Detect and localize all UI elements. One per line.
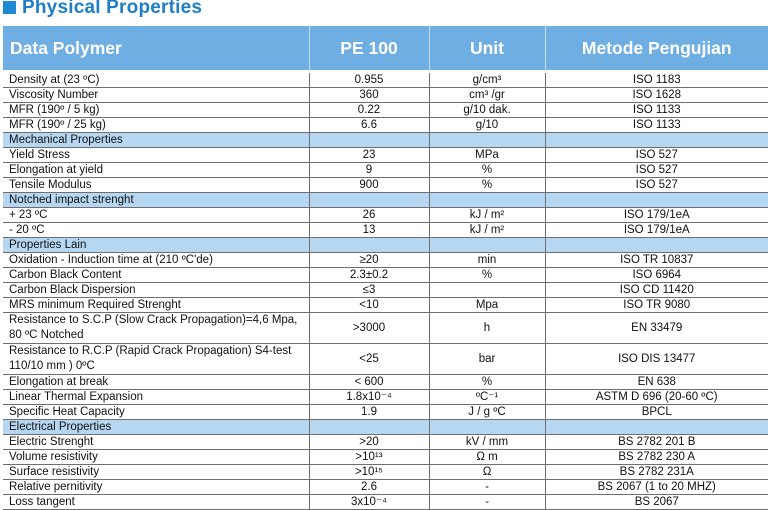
- method-cell: BS 2782 231A: [545, 465, 768, 480]
- value-cell: >3000: [309, 313, 429, 344]
- method-cell: [545, 238, 768, 253]
- unit-cell: Ω: [429, 465, 545, 480]
- value-cell: 0.955: [309, 73, 429, 88]
- section-row: [3, 238, 768, 253]
- method-cell: ISO 527: [545, 163, 768, 178]
- unit-cell: %: [429, 163, 545, 178]
- table-row: [3, 208, 768, 223]
- unit-cell: kJ / m²: [429, 208, 545, 223]
- property-cell: - 20 ºC: [3, 223, 309, 238]
- property-cell: Loss tangent: [3, 495, 309, 510]
- table-row: [3, 268, 768, 283]
- section-title-bar: [0, 0, 768, 20]
- unit-cell: [429, 283, 545, 298]
- property-cell: Volume resistivity: [3, 450, 309, 465]
- value-cell: 900: [309, 178, 429, 193]
- section-label: Properties Lain: [3, 238, 309, 253]
- value-cell: 9: [309, 163, 429, 178]
- property-cell: Relative pernitivity: [3, 480, 309, 495]
- table-row: [3, 495, 768, 510]
- table-row: [3, 375, 768, 390]
- property-cell: Surface resistivity: [3, 465, 309, 480]
- method-cell: [545, 193, 768, 208]
- property-cell: + 23 ºC: [3, 208, 309, 223]
- column-header-test-method: Metode Pengujian: [545, 26, 768, 70]
- value-cell: 1.9: [309, 405, 429, 420]
- section-label: Mechanical Properties: [3, 133, 309, 148]
- section-label: Electrical Properties: [3, 420, 309, 435]
- method-cell: ISO 1133: [545, 118, 768, 133]
- value-cell: 26: [309, 208, 429, 223]
- table-header-row: [3, 26, 768, 70]
- property-cell: Oxidation - Induction time at (210 ºC'de): [3, 253, 309, 268]
- property-cell: Elongation at break: [3, 375, 309, 390]
- unit-cell: bar: [429, 344, 545, 375]
- table-row: [3, 405, 768, 420]
- table-row: [3, 118, 768, 133]
- value-cell: ≥20: [309, 253, 429, 268]
- unit-cell: h: [429, 313, 545, 344]
- section-row: [3, 193, 768, 208]
- method-cell: BS 2067 (1 to 20 MHZ): [545, 480, 768, 495]
- property-cell: Carbon Black Content: [3, 268, 309, 283]
- table-row: [3, 253, 768, 268]
- unit-cell: MPa: [429, 148, 545, 163]
- value-cell: 23: [309, 148, 429, 163]
- method-cell: BPCL: [545, 405, 768, 420]
- unit-cell: [429, 133, 545, 148]
- value-cell: 6.6: [309, 118, 429, 133]
- property-cell: Linear Thermal Expansion: [3, 390, 309, 405]
- method-cell: EN 638: [545, 375, 768, 390]
- method-cell: [545, 420, 768, 435]
- table-row: [3, 88, 768, 103]
- value-cell: >20: [309, 435, 429, 450]
- value-cell: 13: [309, 223, 429, 238]
- unit-cell: %: [429, 178, 545, 193]
- unit-cell: kJ / m²: [429, 223, 545, 238]
- column-header-unit: Unit: [429, 26, 545, 70]
- property-cell: Density at (23 ºC): [3, 73, 309, 88]
- value-cell: 2.6: [309, 480, 429, 495]
- physical-properties-table: [3, 26, 768, 510]
- method-cell: BS 2067: [545, 495, 768, 510]
- unit-cell: [429, 238, 545, 253]
- table-row: [3, 148, 768, 163]
- property-cell: Electric Strenght: [3, 435, 309, 450]
- unit-cell: %: [429, 268, 545, 283]
- property-cell: MRS minimum Required Strenght: [3, 298, 309, 313]
- value-cell: >10¹³: [309, 450, 429, 465]
- title-square-icon: [3, 1, 16, 14]
- value-cell: ≤3: [309, 283, 429, 298]
- table-row: [3, 73, 768, 88]
- table-body: [3, 70, 768, 510]
- unit-cell: [429, 193, 545, 208]
- table-row: [3, 223, 768, 238]
- page-title: Physical Properties: [22, 0, 203, 18]
- table-row: [3, 103, 768, 118]
- value-cell: 0.22: [309, 103, 429, 118]
- property-cell: Viscosity Number: [3, 88, 309, 103]
- value-cell: 3x10⁻⁴: [309, 495, 429, 510]
- method-cell: ISO 179/1eA: [545, 208, 768, 223]
- unit-cell: J / g ºC: [429, 405, 545, 420]
- table-row: [3, 465, 768, 480]
- property-cell: Resistance to R.C.P (Rapid Crack Propagation) S4-test 110/10 mm ) 0ºC: [3, 344, 309, 375]
- unit-cell: -: [429, 495, 545, 510]
- table-row: [3, 283, 768, 298]
- unit-cell: [429, 420, 545, 435]
- unit-cell: %: [429, 375, 545, 390]
- column-header-pe100: PE 100: [309, 26, 429, 70]
- value-cell: [309, 133, 429, 148]
- unit-cell: kV / mm: [429, 435, 545, 450]
- method-cell: ISO DIS 13477: [545, 344, 768, 375]
- table-row: [3, 313, 768, 344]
- method-cell: [545, 133, 768, 148]
- method-cell: ISO 1133: [545, 103, 768, 118]
- property-cell: MFR (190º / 25 kg): [3, 118, 309, 133]
- table-row: [3, 480, 768, 495]
- section-label: Notched impact strenght: [3, 193, 309, 208]
- unit-cell: g/10 dak.: [429, 103, 545, 118]
- property-cell: Elongation at yield: [3, 163, 309, 178]
- unit-cell: g/cm³: [429, 73, 545, 88]
- method-cell: ISO TR 9080: [545, 298, 768, 313]
- property-cell: Yield Stress: [3, 148, 309, 163]
- unit-cell: g/10: [429, 118, 545, 133]
- method-cell: ISO 1628: [545, 88, 768, 103]
- table-row: [3, 178, 768, 193]
- table-row: [3, 298, 768, 313]
- property-cell: Carbon Black Dispersion: [3, 283, 309, 298]
- value-cell: < 600: [309, 375, 429, 390]
- unit-cell: -: [429, 480, 545, 495]
- method-cell: ISO CD 11420: [545, 283, 768, 298]
- unit-cell: min: [429, 253, 545, 268]
- property-cell: Specific Heat Capacity: [3, 405, 309, 420]
- column-header-data-polymer: Data Polymer: [3, 26, 309, 70]
- value-cell: [309, 420, 429, 435]
- method-cell: BS 2782 201 B: [545, 435, 768, 450]
- unit-cell: cm³ /gr: [429, 88, 545, 103]
- table-row: [3, 450, 768, 465]
- table-row: [3, 435, 768, 450]
- value-cell: 2.3±0.2: [309, 268, 429, 283]
- table-row: [3, 163, 768, 178]
- method-cell: ISO TR 10837: [545, 253, 768, 268]
- method-cell: ISO 527: [545, 178, 768, 193]
- value-cell: [309, 238, 429, 253]
- method-cell: ASTM D 696 (20-60 ºC): [545, 390, 768, 405]
- unit-cell: ºC⁻¹: [429, 390, 545, 405]
- unit-cell: Ω m: [429, 450, 545, 465]
- method-cell: ISO 1183: [545, 73, 768, 88]
- value-cell: 1.8x10⁻⁴: [309, 390, 429, 405]
- method-cell: BS 2782 230 A: [545, 450, 768, 465]
- property-cell: Resistance to S.C.P (Slow Crack Propagation)=4,6 Mpa, 80 ºC Notched: [3, 313, 309, 344]
- section-row: [3, 420, 768, 435]
- value-cell: <25: [309, 344, 429, 375]
- method-cell: ISO 6964: [545, 268, 768, 283]
- value-cell: 360: [309, 88, 429, 103]
- unit-cell: Mpa: [429, 298, 545, 313]
- value-cell: <10: [309, 298, 429, 313]
- section-row: [3, 133, 768, 148]
- method-cell: ISO 179/1eA: [545, 223, 768, 238]
- method-cell: EN 33479: [545, 313, 768, 344]
- method-cell: ISO 527: [545, 148, 768, 163]
- property-cell: Tensile Modulus: [3, 178, 309, 193]
- value-cell: >10¹⁵: [309, 465, 429, 480]
- value-cell: [309, 193, 429, 208]
- property-cell: MFR (190º / 5 kg): [3, 103, 309, 118]
- table-row: [3, 344, 768, 375]
- table-row: [3, 390, 768, 405]
